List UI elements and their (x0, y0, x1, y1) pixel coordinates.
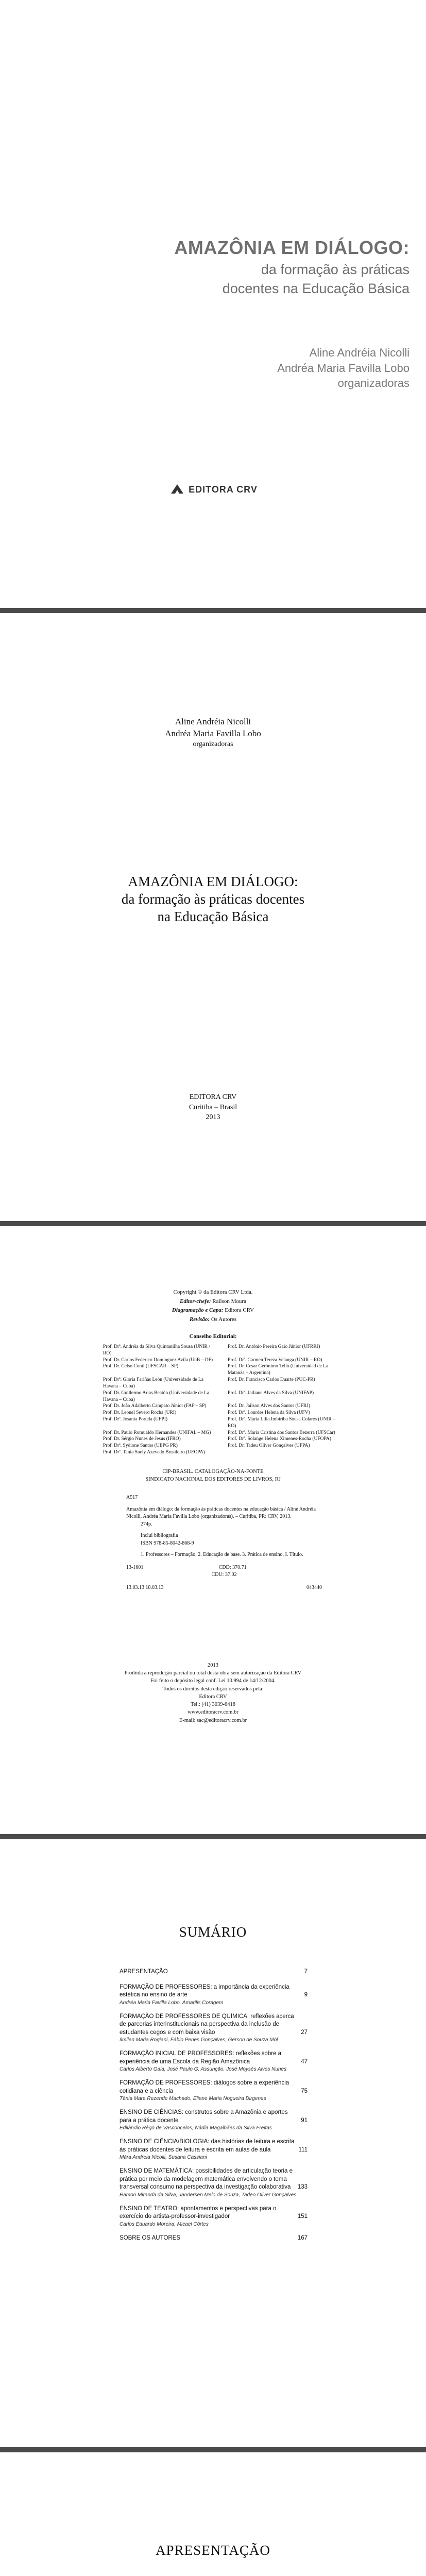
publisher-phone: Tel.: (41) 3039-6418 (190, 1702, 236, 1708)
summary-entry-line (120, 1984, 308, 1999)
layout-line (0, 1306, 426, 1315)
cip-pages: 274p. (141, 1521, 152, 1527)
summary-entry[interactable] (120, 2138, 308, 2160)
summary-entry[interactable] (120, 1984, 308, 2006)
council-member: Prof. Drª. Maria Lília Imbiriba Sousa Colares (UNIR – RO) (228, 1416, 335, 1429)
summary-entry-line (120, 2050, 308, 2066)
review-label: Revisão: (189, 1316, 210, 1323)
summary-entry-line (120, 2167, 308, 2192)
cover-authors (196, 345, 410, 391)
summary-entry[interactable] (120, 2167, 308, 2198)
council-title: Conselho Editorial: (189, 1333, 237, 1340)
title-page-place: Curitiba – Brasil (189, 1103, 237, 1111)
summary-entry-line (120, 2013, 308, 2037)
council-member: Prof. Drª. Andréia da Silva Quintanilha Sousa (UNIR / RO) (103, 1344, 210, 1356)
title-page-subtitle-line2: na Educação Básica (157, 908, 269, 924)
council-member: Prof. Drª. Maria Cristina dos Santos Bezerra (UFSCar) (228, 1430, 335, 1435)
council-member: Prof. Dr. Tadeu Oliver Gonçalves (UFPA) (228, 1443, 310, 1449)
summary-entry-page: 27 (301, 2029, 308, 2036)
council-member: Prof. Drª. Josania Portela (UFPI) (103, 1416, 168, 1422)
council-member: Prof. Dr. Sérgio Nunes de Jesus (IFRO) (103, 1436, 181, 1442)
summary-entry-page: 111 (298, 2146, 308, 2153)
title-page-author-2: Andréa Maria Favilla Lobo (165, 728, 261, 738)
review-line (0, 1315, 426, 1325)
summary-entry-page: 7 (304, 1969, 308, 1975)
summary-entry-title: FORMAÇÃO DE PROFESSORES: diálogos sobre a experiência cotidiana e a ciência (120, 2080, 289, 2094)
council-member: Prof. Drª. Sydione Santos (UEPG PR) (103, 1443, 178, 1449)
cover-subtitle-line2: docentes na Educação Básica (222, 281, 410, 297)
cip-cdd: CDD: 370.71 (218, 1564, 247, 1570)
council-member: Prof. Drª. Gloria Fariñas León (Universidade de La Havana – Cuba) (103, 1377, 203, 1389)
council-list (103, 1344, 340, 1456)
layout-value: Editora CRV (225, 1307, 254, 1314)
council-member: Prof. Dr. Jailson Alves dos Santos (UFRJ) (228, 1403, 310, 1409)
summary-entry-title: SOBRE OS AUTORES (120, 2234, 181, 2241)
cip-text: Amazônia em diálogo: da formação às práticas docentes na educação básica / Aline Andréia Nicolli, Andréa Maria Favilla Lobo (organizadoras). – Curitiba, PR: CRV, 2013. (126, 1506, 316, 1519)
summary-entry[interactable] (120, 2109, 308, 2131)
title-page-title: AMAZÔNIA EM DIÁLOGO: (128, 874, 298, 889)
summary-entry-authors: Ilmilen Maria Rogiani, Fábio Penes Gonçalves, Gerson de Souza Mól (120, 2037, 278, 2043)
summary-entry-line (120, 2234, 308, 2243)
summary-entry-line (120, 2205, 308, 2221)
copyright-year: 2013 (208, 1663, 218, 1668)
layout-label: Diagramação e Capa: (172, 1307, 224, 1314)
summary-entry[interactable] (120, 2050, 308, 2072)
law-line-1: Proibida a reprodução parcial ou total desta obra sem autorização da Editora CRV (124, 1670, 302, 1676)
law-line-3: Todos os direitos desta edição reservados pela: (162, 1686, 264, 1692)
summary-entry-authors: Mára Andreia Nicolli, Susana Cassiani (120, 2155, 207, 2161)
summary-entry-title: FORMAÇÃO INICIAL DE PROFESSORES: reflexões sobre a experiência de uma Escola da Região Amazônica (120, 2050, 281, 2065)
cover-title-block (142, 237, 410, 297)
summary-entry-title: ENSINO DE CIÊNCIAS: construtos sobre a Amazônia e aportes para a prática docente (120, 2109, 288, 2124)
council-member: Prof. Dr. João Adalberto Campato Júnior (FAP – SP) (103, 1403, 207, 1409)
copyright-line: Copyright © da Editora CRV Ltda. (173, 1289, 253, 1295)
summary-entry-page: 167 (297, 2234, 308, 2241)
title-page-title-block (0, 873, 426, 925)
title-page-author-1: Aline Andréia Nicolli (175, 717, 251, 726)
copyright-header (0, 1288, 426, 1324)
summary-entry-page: 151 (297, 2213, 308, 2220)
summary-entry-title: ENSINO DE TEATRO: apontamentos e perspectivas para o exercício do artista-professor-investigador (120, 2205, 277, 2220)
cip-isbn: ISBN 978-85-8042-868-9 (141, 1540, 194, 1546)
copyright-footer (0, 1662, 426, 1724)
summary-entry-authors: Carlos Alberto Gaia, José Paulo G. Assunção, José Moysés Alves Nunes (120, 2066, 287, 2073)
summary-entry-line (120, 2138, 308, 2154)
summary-list (120, 1968, 308, 2249)
presentation-title: APRESENTAÇÃO (156, 2543, 270, 2558)
summary-entry-line (120, 2109, 308, 2125)
cip-row-3 (126, 1584, 322, 1592)
summary-entry-title: APRESENTAÇÃO (120, 1969, 168, 1975)
title-page-role: organizadoras (193, 740, 233, 748)
cover-author-2: Andréa Maria Favilla Lobo (277, 361, 410, 375)
publisher-logo-icon (170, 482, 184, 497)
summary-entry-line (120, 1968, 308, 1976)
summary-entry-authors: Edilândio Rêgo de Vasconcelos, Nádia Magalhães da Silva Freitas (120, 2125, 272, 2131)
cover-page (0, 0, 426, 608)
editor-value: Railson Moura (212, 1298, 246, 1304)
title-page-year: 2013 (206, 1113, 220, 1122)
law-line-2: Foi feito o depósito legal conf. Lei 10.994 de 14/12/2004. (150, 1678, 276, 1684)
summary-entry[interactable] (120, 1968, 308, 1976)
summary-entry-title: ENSINO DE CIÊNCIA/BIOLOGIA: das histórias de leitura e escrita às práticas docentes de leitura e escrita em aulas de aula (120, 2139, 295, 2153)
copyright-page (0, 1226, 426, 1834)
cip-number-2: 043440 (306, 1584, 322, 1590)
cip-subjects: 1. Professores – Formação. 2. Educação de base. 3. Prática de ensino. I. Título. (141, 1552, 303, 1557)
presentation-page (0, 2452, 426, 2576)
council-member: Prof. Drª. Jailiane Alves da Silva (UNIFAP) (228, 1390, 314, 1396)
summary-entry-authors: Andréa Maria Favilla Lobo, Amarilis Coragem (120, 1999, 224, 2006)
cover-role: organizadoras (337, 377, 410, 390)
summary-entry-authors: Ramon Miranda da Silva, Jandersen Melo de Souza, Tadeo Oliver Gonçalves (120, 2192, 297, 2198)
cover-title: AMAZÔNIA EM DIÁLOGO: (174, 237, 410, 258)
council-member: Prof. Drª. Lourdes Helena da Silva (UFV) (228, 1410, 310, 1416)
summary-entry-page: 133 (297, 2184, 308, 2191)
publisher-name: Editora CRV (199, 1693, 227, 1700)
publisher-logo (155, 479, 273, 500)
review-value: Os Autores (211, 1316, 237, 1323)
summary-entry[interactable] (120, 2013, 308, 2043)
cip-biblio: Inclui bibliografia (141, 1533, 178, 1538)
council-member: Prof. Drª. Solange Helena Ximenes-Rocha (UFOPA) (228, 1436, 331, 1442)
summary-entry-line (120, 2079, 308, 2095)
council-member: Prof. Dr. Paulo Romualdo Hernandes (UNIFAL – MG) (103, 1430, 211, 1435)
cip-dates: 13.03.13 18.03.13 (126, 1584, 164, 1590)
council-member: Prof. Drª. Tania Suely Azevedo Brasileiro (UFOPA) (103, 1450, 205, 1455)
council-member: Prof. Dr. Leonel Severo Rocha (URI) (103, 1410, 177, 1416)
council-member: Prof. Dr. Francisco Carlos Duarte (PUC-PR) (228, 1377, 315, 1383)
publisher-logo-text: EDITORA CRV (189, 484, 258, 495)
cip-header (0, 1468, 426, 1483)
cip-number: 13-1601 (126, 1564, 144, 1570)
summary-entry-page: 75 (301, 2088, 308, 2094)
summary-entry-page: 91 (301, 2117, 308, 2124)
summary-entry-page: 47 (301, 2058, 308, 2065)
title-page-subtitle-line1: da formação às práticas docentes (121, 891, 305, 907)
summary-entry-title: FORMAÇÃO DE PROFESSORES DE QUÍMICA: reflexões acerca de parcerias interinstitucionais na perspectiva da inclusão de estudantes cegos e com baixa visão (120, 2013, 294, 2036)
cip-row-2 (126, 1571, 322, 1579)
cip-title: CIP-BRASIL. CATALOGAÇÃO-NA-FONTE (162, 1469, 264, 1475)
publisher-email[interactable]: E-mail: sac@editoracrv.com.br (179, 1717, 247, 1723)
summary-entry-title: FORMAÇÃO DE PROFESSORES: a importância da experiência estética no ensino de arte (120, 1984, 289, 1998)
cip-subtitle: SINDICATO NACIONAL DOS EDITORES DE LIVROS, RJ (145, 1476, 281, 1482)
title-page-publisher-name: EDITORA CRV (189, 1093, 237, 1101)
summary-entry[interactable] (120, 2079, 308, 2102)
cip-row-1 (126, 1564, 322, 1572)
summary-title: SUMÁRIO (179, 1924, 247, 1940)
summary-entry-authors: Tânia Mara Rezende Machado, Eliane Maria Nogueira Dirgenes (120, 2096, 266, 2102)
cip-cdu: CDU: 37.02 (211, 1572, 237, 1578)
summary-entry-page: 9 (304, 1992, 308, 1998)
summary-entry-authors: Carlos Eduardo Moreira, Micael Côrtes (120, 2221, 209, 2227)
cover-author-1: Aline Andréia Nicolli (309, 346, 410, 359)
title-page-publisher (0, 1092, 426, 1123)
council-member: Prof. Dr. Antônio Pereira Gaio Júnior (UFRRJ) (228, 1344, 320, 1349)
cip-code: A517 (126, 1495, 138, 1500)
summary-page (0, 1839, 426, 2447)
publisher-site[interactable]: www.editoracrv.com.br (188, 1709, 238, 1716)
council-member: Prof. Dr. Carlos Federico Dominguez Avila (UnB – DF) (103, 1357, 213, 1363)
summary-entry[interactable] (120, 2234, 308, 2243)
council-member: Prof. Drª. Carmen Tereza Velanga (UNIR – RO) (228, 1357, 322, 1363)
title-page-authors (0, 716, 426, 750)
cip-block (126, 1494, 322, 1591)
council-member: Prof. Dr. Celso Conti (UFSCAR – SP) (103, 1364, 179, 1369)
title-page (0, 613, 426, 1221)
council-member: Prof. Dr. Guillermo Arias Beatón (Universidade de La Havana – Cuba) (103, 1390, 210, 1402)
cover-subtitle-line1: da formação às práticas (261, 262, 410, 277)
editor-label: Editor-chefe: (180, 1298, 211, 1304)
summary-entry[interactable] (120, 2205, 308, 2227)
council-member: Prof. Dr. Cesar Gerónimo Tello (Universidad de La Matanza – Argentina) (228, 1364, 329, 1376)
editor-line (0, 1297, 426, 1307)
summary-entry-title: ENSINO DE MATEMÁTICA: possibilidades de articulação teoria e prática por meio da modelagem matemática envolvendo o tema transversal consumo na perspectiva da investigação colaborativa (120, 2168, 293, 2191)
